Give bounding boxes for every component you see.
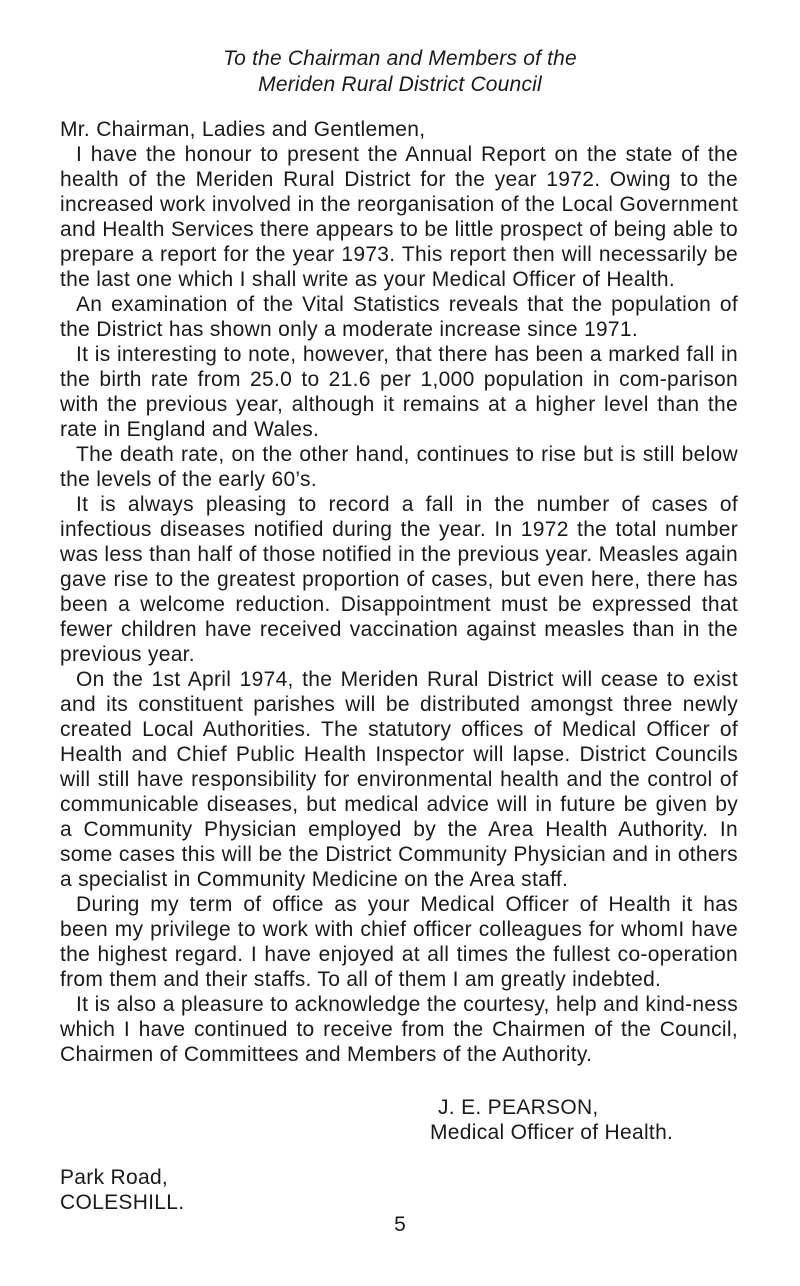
paragraph-7: During my term of office as your Medical Officer of Health it has been my privilege to work with chief officer colleagues for whomI have the highest regard. I have enjoyed at all times the fullest co-operation from them and their staffs. To all of them I am greatly indebted. bbox=[60, 893, 738, 991]
paragraph-6: On the 1st April 1974, the Meriden Rural District will cease to exist and its constituent parishes will be distributed amongst three newly created Local Authorities. The statutory offices of Medical Officer of Health and Chief Public Health Inspector will lapse. District Councils will still have responsibility for environmental health and the control of communicable diseases, but medical advice will in future be given by a Community Physician employed by the Area Health Authority. In some cases this will be the District Community Physician and in others a specialist in Community Medicine on the Area staff. bbox=[60, 668, 738, 891]
paragraph-3: It is interesting to note, however, that there has been a marked fall in the birth rate from 25.0 to 21.6 per 1,000 population in com-parison with the previous year, although it remains at a higher level than the rate in England and Wales. bbox=[60, 343, 738, 441]
header-line-1: To the Chairman and Members of the bbox=[223, 47, 577, 70]
page-number: 5 bbox=[394, 1213, 406, 1236]
signatory-name: J. E. PEARSON, bbox=[438, 1096, 599, 1119]
paragraph-4: The death rate, on the other hand, continues to rise but is still below the levels of the early 60’s. bbox=[60, 443, 738, 491]
signature-block bbox=[430, 1095, 673, 1145]
address-line-2: COLESHILL. bbox=[60, 1191, 185, 1214]
paragraph-5: It is always pleasing to record a fall in the number of cases of infectious diseases notified during the year. In 1972 the total number was less than half of those notified in the previous year. Measles again gave rise to the greatest proportion of cases, but even here, there has been a welcome reduction. Disappointment must be expressed that fewer children have received vaccination against measles than in the previous year. bbox=[60, 493, 738, 666]
header-line-2: Meriden Rural District Council bbox=[258, 73, 542, 96]
signatory-title: Medical Officer of Health. bbox=[430, 1121, 674, 1144]
address-line-1: Park Road, bbox=[60, 1166, 169, 1189]
paragraph-2: An examination of the Vital Statistics reveals that the population of the District has shown only a moderate increase since 1971. bbox=[60, 293, 738, 341]
address-block bbox=[60, 1165, 184, 1215]
paragraph-1: I have the honour to present the Annual Report on the state of the health of the Meriden Rural District for the year 1972. Owing to the increased work involved in the reorganisation of the Local Government and Health Services there appears to be little prospect of being able to prepare a report for the year 1973. This report then will necessarily be the last one which I shall write as your Medical Officer of Health. bbox=[60, 143, 738, 291]
paragraph-8: It is also a pleasure to acknowledge the courtesy, help and kind-ness which I have continued to receive from the Chairmen of the Council, Chairmen of Committees and Members of the Authority. bbox=[60, 993, 738, 1066]
salutation: Mr. Chairman, Ladies and Gentlemen, bbox=[60, 118, 426, 141]
letter-body bbox=[60, 117, 738, 1067]
